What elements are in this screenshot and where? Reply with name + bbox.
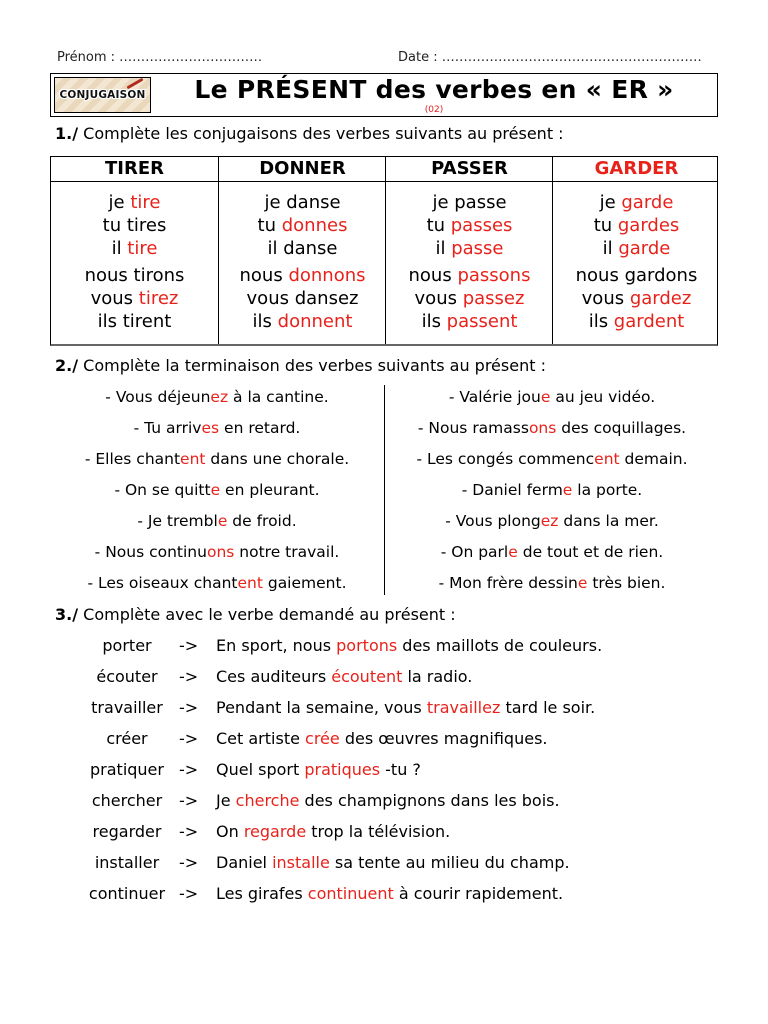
prompt-text: des coquillages.: [556, 419, 687, 437]
conjugation-column: [218, 157, 386, 344]
prompt-text: vous: [581, 288, 630, 309]
prompt-text: tu: [593, 215, 618, 236]
prompt-text: dans la mer.: [558, 512, 659, 530]
prompt-text: ils: [252, 311, 278, 332]
sentence-line: [50, 445, 384, 476]
prompt-text: sa tente au milieu du champ.: [329, 853, 570, 872]
prompt-text: - On se quitt: [114, 481, 211, 499]
conjugation-line: [386, 287, 553, 310]
infinitive-verb: écouter: [96, 667, 158, 686]
conjugation-line: [553, 214, 720, 237]
prompt-text: nous tirons: [84, 265, 185, 286]
prompt-text: tu: [257, 215, 282, 236]
page-title: Le PRÉSENT des verbes en « ER »: [194, 75, 674, 104]
section2-instruction: Complète la terminaison des verbes suivants au présent :: [83, 356, 546, 375]
answer-text: tire: [130, 192, 161, 213]
answer-text: portons: [336, 636, 398, 655]
prompt-text: en pleurant.: [220, 481, 320, 499]
prompt-text: de froid.: [227, 512, 297, 530]
sentence: [216, 630, 602, 661]
conjugation-line: [386, 214, 553, 237]
infinitive-verb: installer: [94, 853, 160, 872]
sentence: [216, 847, 570, 878]
conjugation-line: [553, 287, 720, 310]
conjugation-line: [219, 287, 386, 310]
sentence-line: [50, 507, 384, 538]
prompt-text: Pendant la semaine, vous: [216, 698, 427, 717]
prompt-text: - Vous plong: [445, 512, 541, 530]
conjugation-line: [219, 237, 386, 260]
answer-text: gardes: [617, 215, 680, 236]
prompt-text: il: [111, 238, 128, 259]
prompt-text: ils: [421, 311, 447, 332]
conjugaison-logo: [54, 77, 151, 113]
exercise-row: [55, 754, 715, 785]
conjugation-line: [51, 310, 218, 333]
conjugation-line: [386, 310, 553, 333]
prompt-text: Quel sport: [216, 760, 305, 779]
prompt-text: - Les congés commenc: [416, 450, 595, 468]
sheet-number: (02): [424, 105, 444, 115]
prompt-text: Cet artiste: [216, 729, 306, 748]
prompt-text: vous: [90, 288, 139, 309]
infinitive-verb: continuer: [88, 884, 166, 903]
sentence-line: [385, 383, 719, 414]
section1-instruction: Complète les conjugaisons des verbes suivants au présent :: [83, 124, 564, 143]
answer-text: cherche: [235, 791, 300, 810]
answer-text: gardent: [613, 311, 685, 332]
prompt-text: - Nous continu: [94, 543, 207, 561]
prompt-text: il: [435, 238, 452, 259]
prompt-text: au jeu vidéo.: [550, 388, 656, 406]
conjugation-line: [219, 191, 386, 214]
arrow: ->: [179, 760, 199, 779]
exercise-row: [55, 723, 715, 754]
sentence-line: [385, 569, 719, 600]
conjugation-line: [51, 191, 218, 214]
conjugation-table: [50, 156, 718, 346]
section2-number: 2./: [55, 356, 79, 375]
arrow: ->: [179, 791, 199, 810]
conjugation-line: [553, 237, 720, 260]
exercise-row: [55, 630, 715, 661]
answer-text: passe: [451, 238, 504, 259]
endings-exercise: [50, 383, 718, 603]
conjugation-line: [219, 264, 386, 287]
exercise-row: [55, 816, 715, 847]
prompt-text: dans une chorale.: [205, 450, 350, 468]
sentence: [216, 661, 472, 692]
sentence: [216, 692, 595, 723]
prompt-text: ils: [588, 311, 614, 332]
prompt-text: à la cantine.: [228, 388, 329, 406]
sentence-line: [50, 476, 384, 507]
prompt-text: On: [216, 822, 244, 841]
verb-forms: [219, 191, 386, 333]
prompt-text: nous: [408, 265, 458, 286]
prompt-text: gaiement.: [262, 574, 347, 592]
arrow: ->: [179, 636, 199, 655]
prompt-text: - Daniel ferm: [461, 481, 563, 499]
conjugation-line: [553, 191, 720, 214]
prompt-text: de tout et de rien.: [517, 543, 664, 561]
prompt-text: des champignons dans les bois.: [299, 791, 560, 810]
prompt-text: en retard.: [219, 419, 301, 437]
prompt-text: nous: [239, 265, 289, 286]
answer-text: donnons: [288, 265, 366, 286]
prompt-text: tu tires: [102, 215, 167, 236]
answer-text: donnent: [277, 311, 353, 332]
prompt-text: - Nous ramass: [417, 419, 529, 437]
prompt-text: - Je trembl: [137, 512, 218, 530]
answer-text: es: [201, 419, 220, 437]
prompt-text: je passe: [432, 192, 507, 213]
sentence-line: [385, 507, 719, 538]
conjugation-line: [219, 310, 386, 333]
verb-forms: [51, 191, 218, 333]
prompt-text: - Mon frère dessin: [438, 574, 578, 592]
prompt-text: nous gardons: [575, 265, 698, 286]
sentence: [216, 816, 450, 847]
conjugation-line: [51, 237, 218, 260]
answer-text: crée: [305, 729, 340, 748]
prompt-text: - On parl: [440, 543, 509, 561]
prompt-text: -tu ?: [380, 760, 421, 779]
answer-text: garde: [618, 238, 671, 259]
section1-number: 1./: [55, 124, 79, 143]
arrow: ->: [179, 822, 199, 841]
prompt-text: notre travail.: [234, 543, 340, 561]
sentence-line: [385, 476, 719, 507]
infinitive-verb: pratiquer: [90, 760, 164, 779]
answer-text: e: [577, 574, 588, 592]
answer-text: regarde: [243, 822, 307, 841]
verb-header: PASSER: [431, 158, 508, 179]
prompt-text: à courir rapidement.: [393, 884, 564, 903]
conjugation-line: [386, 237, 553, 260]
answer-text: donnes: [281, 215, 348, 236]
prompt-text: - Les oiseaux chant: [87, 574, 238, 592]
arrow: ->: [179, 729, 199, 748]
sentence-line: [50, 383, 384, 414]
prompt-text: il danse: [267, 238, 338, 259]
prompt-text: - Valérie jou: [448, 388, 541, 406]
conjugation-line: [553, 264, 720, 287]
exercise-row: [55, 661, 715, 692]
prompt-text: des œuvres magnifiques.: [339, 729, 548, 748]
conjugation-line: [386, 264, 553, 287]
exercise-row: [55, 692, 715, 723]
exercise-row: [55, 785, 715, 816]
arrow: ->: [179, 853, 199, 872]
prompt-text: vous dansez: [246, 288, 359, 309]
conjugation-line: [386, 191, 553, 214]
answer-text: passez: [462, 288, 525, 309]
answer-text: e: [562, 481, 573, 499]
prompt-text: tu: [426, 215, 451, 236]
prompt-text: - Elles chant: [84, 450, 181, 468]
verb-exercise: [55, 630, 715, 909]
verb-forms: [553, 191, 720, 333]
answer-text: ent: [594, 450, 620, 468]
infinitive-verb: travailler: [91, 698, 163, 717]
infinitive-verb: regarder: [92, 822, 162, 841]
logo-text: CONJUGAISON: [59, 89, 146, 101]
conjugation-line: [219, 214, 386, 237]
answer-text: ez: [540, 512, 559, 530]
section1-heading: [55, 124, 564, 143]
infinitive-verb: chercher: [91, 791, 163, 810]
exercise-row: [55, 878, 715, 909]
sentence-line: [385, 445, 719, 476]
arrow: ->: [179, 884, 199, 903]
answer-text: continuent: [307, 884, 394, 903]
answer-text: installe: [272, 853, 330, 872]
answer-text: ent: [180, 450, 206, 468]
answer-text: passons: [457, 265, 531, 286]
conjugation-column: [552, 157, 720, 344]
sentence-line: [50, 538, 384, 569]
conjugation-line: [51, 287, 218, 310]
answer-text: e: [217, 512, 228, 530]
exercise-row: [55, 847, 715, 878]
verb-header: DONNER: [259, 158, 346, 179]
sentence: [216, 723, 547, 754]
answer-text: pratiques: [304, 760, 381, 779]
prompt-text: En sport, nous: [216, 636, 337, 655]
sentence: [216, 878, 563, 909]
section3-heading: [55, 605, 456, 624]
answer-text: ons: [206, 543, 235, 561]
conjugation-line: [553, 310, 720, 333]
pen-icon: [126, 78, 143, 90]
prompt-text: la porte.: [572, 481, 643, 499]
prompt-text: demain.: [619, 450, 688, 468]
prompt-text: Je: [216, 791, 236, 810]
conjugation-column: [51, 157, 218, 344]
sentence: [216, 754, 421, 785]
endings-right-column: [385, 383, 719, 600]
prompt-text: très bien.: [587, 574, 666, 592]
prompt-text: vous: [414, 288, 463, 309]
verb-header: GARDER: [594, 158, 679, 179]
prenom-field: Prénom : ……………………………: [57, 50, 263, 65]
sentence-line: [50, 569, 384, 600]
answer-text: ent: [237, 574, 263, 592]
answer-text: e: [508, 543, 518, 561]
verb-forms: [386, 191, 553, 333]
prompt-text: je danse: [264, 192, 341, 213]
sentence-line: [50, 414, 384, 445]
conjugation-line: [51, 264, 218, 287]
infinitive-verb: porter: [102, 636, 152, 655]
prompt-text: - Tu arriv: [133, 419, 202, 437]
answer-text: e: [540, 388, 551, 406]
prompt-text: je: [599, 192, 622, 213]
answer-text: ez: [210, 388, 229, 406]
answer-text: garde: [621, 192, 674, 213]
prompt-text: Ces auditeurs: [216, 667, 332, 686]
section3-number: 3./: [55, 605, 79, 624]
title-box: [50, 73, 718, 117]
prompt-text: il: [602, 238, 619, 259]
prompt-text: ils tirent: [97, 311, 172, 332]
prompt-text: - Vous déjeun: [105, 388, 211, 406]
sentence-line: [385, 414, 719, 445]
section3-instruction: Complète avec le verbe demandé au présent :: [83, 605, 456, 624]
verb-header: TIRER: [105, 158, 164, 179]
answer-text: passes: [450, 215, 513, 236]
section2-heading: [55, 356, 546, 375]
prompt-text: trop la télévision.: [306, 822, 451, 841]
answer-text: tirez: [138, 288, 179, 309]
answer-text: tire: [127, 238, 158, 259]
sentence-line: [385, 538, 719, 569]
prompt-text: je: [108, 192, 131, 213]
answer-text: ons: [528, 419, 557, 437]
prompt-text: la radio.: [402, 667, 473, 686]
answer-text: travaillez: [426, 698, 501, 717]
date-field: Date : ……………………………………………………: [398, 50, 702, 65]
endings-left-column: [50, 383, 384, 600]
prompt-text: tard le soir.: [500, 698, 596, 717]
answer-text: passent: [446, 311, 518, 332]
sentence: [216, 785, 560, 816]
conjugation-line: [51, 214, 218, 237]
infinitive-verb: créer: [106, 729, 148, 748]
answer-text: écoutent: [331, 667, 403, 686]
answer-text: e: [210, 481, 221, 499]
answer-text: gardez: [629, 288, 692, 309]
prompt-text: des maillots de couleurs.: [397, 636, 603, 655]
prompt-text: Les girafes: [216, 884, 308, 903]
prompt-text: Daniel: [216, 853, 273, 872]
arrow: ->: [179, 698, 199, 717]
arrow: ->: [179, 667, 199, 686]
conjugation-column: [385, 157, 553, 344]
